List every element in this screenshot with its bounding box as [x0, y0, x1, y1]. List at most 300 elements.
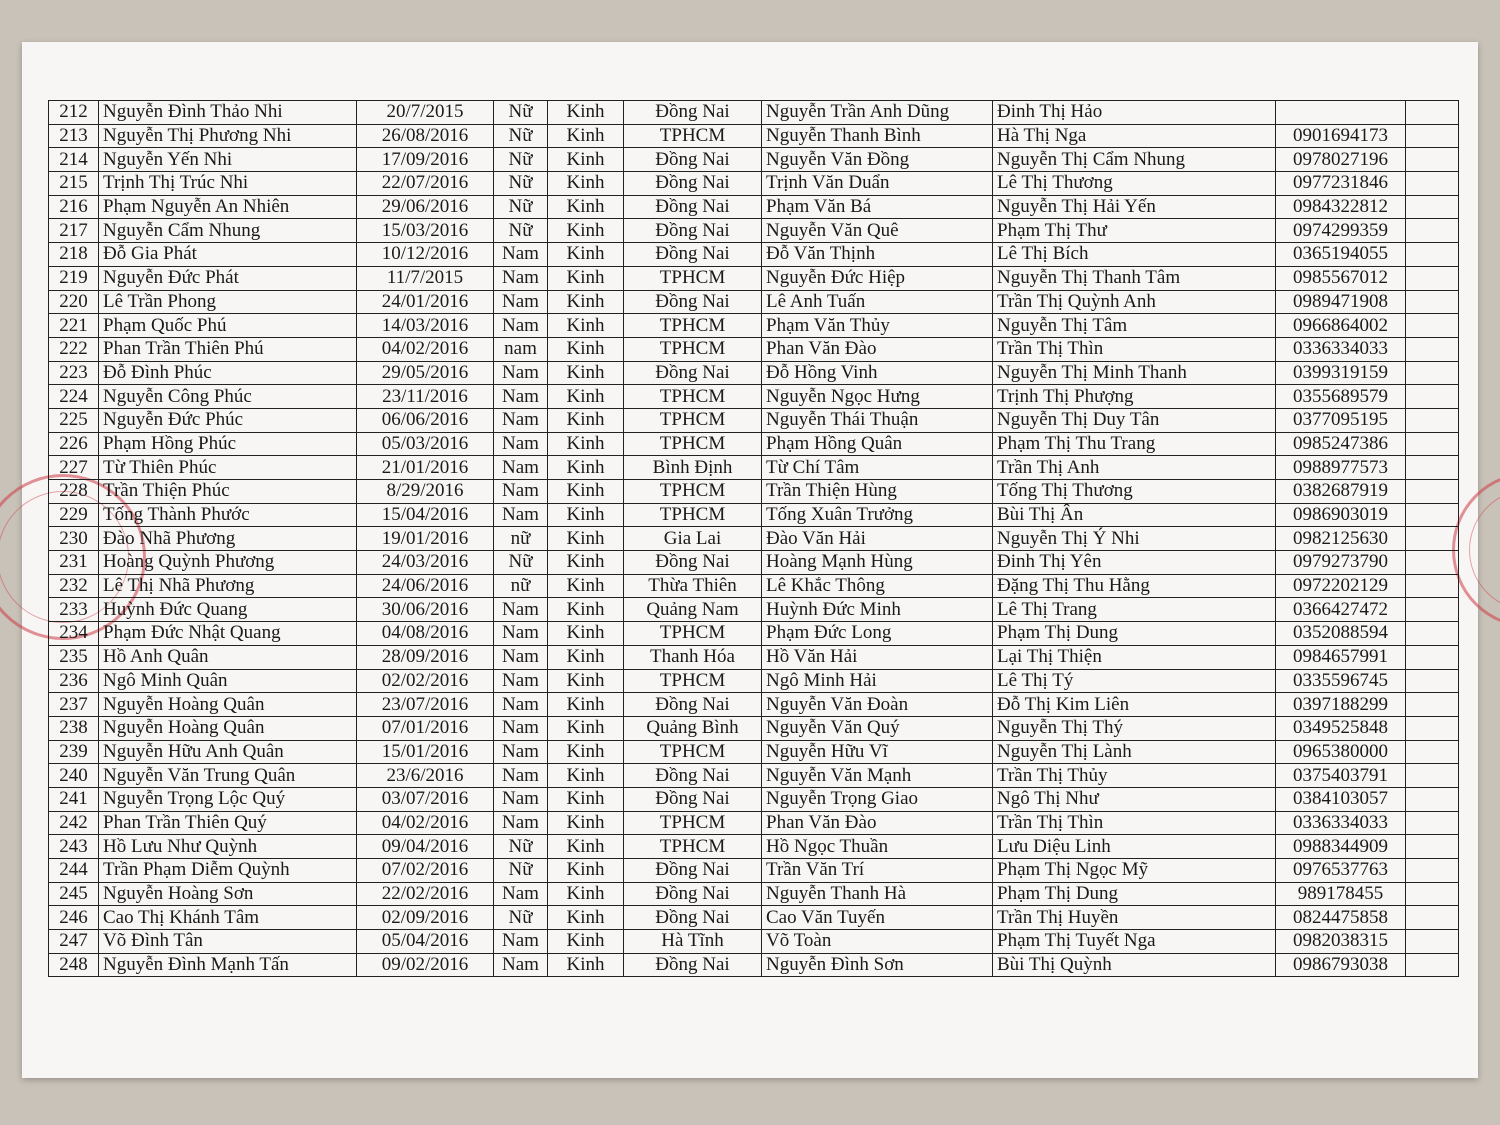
empty-cell [1406, 669, 1459, 693]
father-name-cell: Nguyễn Ngọc Hưng [762, 385, 993, 409]
birthplace-cell: TPHCM [624, 740, 762, 764]
birthplace-cell: TPHCM [624, 124, 762, 148]
phone-number-cell: 0377095195 [1276, 408, 1406, 432]
birth-date-cell: 15/03/2016 [357, 219, 494, 243]
birthplace-cell: Đồng Nai [624, 172, 762, 196]
row-number-cell: 245 [49, 882, 99, 906]
birthplace-cell: Đồng Nai [624, 906, 762, 930]
birthplace-cell: TPHCM [624, 385, 762, 409]
student-name-cell: Hồ Anh Quân [99, 645, 357, 669]
row-number-cell: 234 [49, 622, 99, 646]
phone-number-cell: 0984322812 [1276, 195, 1406, 219]
empty-cell [1406, 314, 1459, 338]
row-number-cell: 241 [49, 787, 99, 811]
mother-name-cell: Hà Thị Nga [993, 124, 1276, 148]
empty-cell [1406, 930, 1459, 954]
student-name-cell: Nguyễn Đình Mạnh Tấn [99, 953, 357, 977]
father-name-cell: Đào Văn Hải [762, 527, 993, 551]
student-name-cell: Nguyễn Hoàng Quân [99, 693, 357, 717]
mother-name-cell: Đinh Thị Yên [993, 551, 1276, 575]
mother-name-cell: Trần Thị Thìn [993, 337, 1276, 361]
ethnicity-cell: Kinh [548, 432, 624, 456]
ethnicity-cell: Kinh [548, 693, 624, 717]
student-name-cell: Nguyễn Hoàng Sơn [99, 882, 357, 906]
table-row [49, 930, 1459, 954]
student-name-cell: Lê Trần Phong [99, 290, 357, 314]
table-row [49, 337, 1459, 361]
father-name-cell: Nguyễn Văn Đồng [762, 148, 993, 172]
mother-name-cell: Trần Thị Thủy [993, 764, 1276, 788]
birth-date-cell: 30/06/2016 [357, 598, 494, 622]
phone-number-cell: 0384103057 [1276, 787, 1406, 811]
phone-number-cell: 0366427472 [1276, 598, 1406, 622]
birthplace-cell: Đồng Nai [624, 361, 762, 385]
table-row [49, 432, 1459, 456]
gender-cell: Nữ [494, 551, 548, 575]
father-name-cell: Hồ Văn Hải [762, 645, 993, 669]
row-number-cell: 214 [49, 148, 99, 172]
phone-number-cell: 0974299359 [1276, 219, 1406, 243]
ethnicity-cell: Kinh [548, 124, 624, 148]
table-row [49, 906, 1459, 930]
gender-cell: Nam [494, 882, 548, 906]
student-name-cell: Nguyễn Đức Phát [99, 266, 357, 290]
mother-name-cell: Lại Thị Thiện [993, 645, 1276, 669]
table-row [49, 551, 1459, 575]
gender-cell: Nam [494, 266, 548, 290]
birth-date-cell: 05/03/2016 [357, 432, 494, 456]
table-row [49, 361, 1459, 385]
mother-name-cell: Phạm Thị Dung [993, 622, 1276, 646]
birth-date-cell: 17/09/2016 [357, 148, 494, 172]
student-name-cell: Trịnh Thị Trúc Nhi [99, 172, 357, 196]
birth-date-cell: 05/04/2016 [357, 930, 494, 954]
phone-number-cell: 0976537763 [1276, 859, 1406, 883]
table-row [49, 598, 1459, 622]
student-name-cell: Đỗ Đình Phúc [99, 361, 357, 385]
student-name-cell: Lê Thị Nhã Phương [99, 574, 357, 598]
birthplace-cell: TPHCM [624, 266, 762, 290]
father-name-cell: Hoàng Mạnh Hùng [762, 551, 993, 575]
father-name-cell: Nguyễn Văn Quê [762, 219, 993, 243]
birthplace-cell: TPHCM [624, 503, 762, 527]
birthplace-cell: Đồng Nai [624, 101, 762, 125]
ethnicity-cell: Kinh [548, 574, 624, 598]
empty-cell [1406, 835, 1459, 859]
phone-number-cell: 0399319159 [1276, 361, 1406, 385]
birth-date-cell: 14/03/2016 [357, 314, 494, 338]
gender-cell: Nam [494, 669, 548, 693]
phone-number-cell: 0988344909 [1276, 835, 1406, 859]
birth-date-cell: 24/06/2016 [357, 574, 494, 598]
ethnicity-cell: Kinh [548, 385, 624, 409]
table-row [49, 266, 1459, 290]
gender-cell: Nam [494, 243, 548, 267]
row-number-cell: 247 [49, 930, 99, 954]
father-name-cell: Nguyễn Đức Hiệp [762, 266, 993, 290]
row-number-cell: 233 [49, 598, 99, 622]
birth-date-cell: 03/07/2016 [357, 787, 494, 811]
mother-name-cell: Nguyễn Thị Duy Tân [993, 408, 1276, 432]
ethnicity-cell: Kinh [548, 669, 624, 693]
gender-cell: Nữ [494, 195, 548, 219]
ethnicity-cell: Kinh [548, 503, 624, 527]
gender-cell: Nam [494, 740, 548, 764]
mother-name-cell: Phạm Thị Thu Trang [993, 432, 1276, 456]
gender-cell: Nam [494, 716, 548, 740]
student-name-cell: Huỳnh Đức Quang [99, 598, 357, 622]
row-number-cell: 215 [49, 172, 99, 196]
empty-cell [1406, 598, 1459, 622]
gender-cell: Nam [494, 953, 548, 977]
row-number-cell: 220 [49, 290, 99, 314]
birth-date-cell: 23/07/2016 [357, 693, 494, 717]
row-number-cell: 219 [49, 266, 99, 290]
mother-name-cell: Nguyễn Thị Ý Nhi [993, 527, 1276, 551]
phone-number-cell: 0982038315 [1276, 930, 1406, 954]
ethnicity-cell: Kinh [548, 148, 624, 172]
mother-name-cell: Nguyễn Thị Cẩm Nhung [993, 148, 1276, 172]
ethnicity-cell: Kinh [548, 266, 624, 290]
birthplace-cell: Đồng Nai [624, 243, 762, 267]
birthplace-cell: TPHCM [624, 669, 762, 693]
empty-cell [1406, 148, 1459, 172]
mother-name-cell: Nguyễn Thị Tâm [993, 314, 1276, 338]
empty-cell [1406, 574, 1459, 598]
birthplace-cell: Đồng Nai [624, 195, 762, 219]
gender-cell: Nữ [494, 172, 548, 196]
empty-cell [1406, 266, 1459, 290]
birth-date-cell: 23/11/2016 [357, 385, 494, 409]
birthplace-cell: TPHCM [624, 432, 762, 456]
student-name-cell: Đỗ Gia Phát [99, 243, 357, 267]
row-number-cell: 240 [49, 764, 99, 788]
student-name-cell: Từ Thiên Phúc [99, 456, 357, 480]
mother-name-cell: Lê Thị Bích [993, 243, 1276, 267]
birth-date-cell: 22/02/2016 [357, 882, 494, 906]
gender-cell: Nam [494, 598, 548, 622]
father-name-cell: Nguyễn Hữu Vĩ [762, 740, 993, 764]
empty-cell [1406, 385, 1459, 409]
empty-cell [1406, 432, 1459, 456]
birth-date-cell: 8/29/2016 [357, 480, 494, 504]
table-row [49, 764, 1459, 788]
row-number-cell: 228 [49, 480, 99, 504]
father-name-cell: Nguyễn Trần Anh Dũng [762, 101, 993, 125]
father-name-cell: Phạm Văn Thủy [762, 314, 993, 338]
red-seal-stamp-right [1452, 472, 1500, 628]
table-row [49, 669, 1459, 693]
birthplace-cell: Thanh Hóa [624, 645, 762, 669]
empty-cell [1406, 551, 1459, 575]
empty-cell [1406, 882, 1459, 906]
phone-number-cell: 0966864002 [1276, 314, 1406, 338]
father-name-cell: Nguyễn Văn Đoàn [762, 693, 993, 717]
student-name-cell: Nguyễn Cẩm Nhung [99, 219, 357, 243]
father-name-cell: Từ Chí Tâm [762, 456, 993, 480]
row-number-cell: 227 [49, 456, 99, 480]
birth-date-cell: 29/06/2016 [357, 195, 494, 219]
ethnicity-cell: Kinh [548, 906, 624, 930]
ethnicity-cell: Kinh [548, 645, 624, 669]
gender-cell: Nam [494, 385, 548, 409]
table-row [49, 314, 1459, 338]
phone-number-cell: 0988977573 [1276, 456, 1406, 480]
phone-number-cell: 989178455 [1276, 882, 1406, 906]
birthplace-cell: Đồng Nai [624, 764, 762, 788]
row-number-cell: 238 [49, 716, 99, 740]
birthplace-cell: Đồng Nai [624, 693, 762, 717]
mother-name-cell: Lê Thị Trang [993, 598, 1276, 622]
table-row [49, 693, 1459, 717]
father-name-cell: Nguyễn Thanh Bình [762, 124, 993, 148]
mother-name-cell: Trịnh Thị Phượng [993, 385, 1276, 409]
ethnicity-cell: Kinh [548, 361, 624, 385]
gender-cell: Nữ [494, 906, 548, 930]
father-name-cell: Tống Xuân Trưởng [762, 503, 993, 527]
table-row [49, 148, 1459, 172]
father-name-cell: Phạm Hồng Quân [762, 432, 993, 456]
row-number-cell: 248 [49, 953, 99, 977]
father-name-cell: Phạm Đức Long [762, 622, 993, 646]
birth-date-cell: 04/08/2016 [357, 622, 494, 646]
row-number-cell: 212 [49, 101, 99, 125]
student-name-cell: Trần Thiện Phúc [99, 480, 357, 504]
phone-number-cell: 0979273790 [1276, 551, 1406, 575]
ethnicity-cell: Kinh [548, 408, 624, 432]
phone-number-cell: 0965380000 [1276, 740, 1406, 764]
student-name-cell: Nguyễn Văn Trung Quân [99, 764, 357, 788]
ethnicity-cell: Kinh [548, 716, 624, 740]
empty-cell [1406, 456, 1459, 480]
mother-name-cell: Trần Thị Anh [993, 456, 1276, 480]
table-row [49, 503, 1459, 527]
mother-name-cell: Ngô Thị Như [993, 787, 1276, 811]
mother-name-cell: Phạm Thị Ngọc Mỹ [993, 859, 1276, 883]
mother-name-cell: Đỗ Thị Kim Liên [993, 693, 1276, 717]
phone-number-cell: 0375403791 [1276, 764, 1406, 788]
row-number-cell: 222 [49, 337, 99, 361]
table-row [49, 480, 1459, 504]
table-row [49, 243, 1459, 267]
row-number-cell: 244 [49, 859, 99, 883]
gender-cell: nam [494, 337, 548, 361]
ethnicity-cell: Kinh [548, 859, 624, 883]
mother-name-cell: Nguyễn Thị Thanh Tâm [993, 266, 1276, 290]
gender-cell: Nữ [494, 859, 548, 883]
phone-number-cell: 0972202129 [1276, 574, 1406, 598]
phone-number-cell [1276, 101, 1406, 125]
row-number-cell: 229 [49, 503, 99, 527]
birthplace-cell: TPHCM [624, 314, 762, 338]
student-name-cell: Nguyễn Đức Phúc [99, 408, 357, 432]
father-name-cell: Trịnh Văn Duẩn [762, 172, 993, 196]
ethnicity-cell: Kinh [548, 314, 624, 338]
phone-number-cell: 0986793038 [1276, 953, 1406, 977]
father-name-cell: Nguyễn Văn Mạnh [762, 764, 993, 788]
gender-cell: Nam [494, 480, 548, 504]
father-name-cell: Trần Văn Trí [762, 859, 993, 883]
ethnicity-cell: Kinh [548, 787, 624, 811]
ethnicity-cell: Kinh [548, 290, 624, 314]
ethnicity-cell: Kinh [548, 243, 624, 267]
row-number-cell: 217 [49, 219, 99, 243]
father-name-cell: Đỗ Hồng Vinh [762, 361, 993, 385]
phone-number-cell: 0978027196 [1276, 148, 1406, 172]
gender-cell: Nữ [494, 101, 548, 125]
mother-name-cell: Phạm Thị Dung [993, 882, 1276, 906]
table-row [49, 835, 1459, 859]
row-number-cell: 232 [49, 574, 99, 598]
birth-date-cell: 26/08/2016 [357, 124, 494, 148]
ethnicity-cell: Kinh [548, 527, 624, 551]
empty-cell [1406, 337, 1459, 361]
row-number-cell: 226 [49, 432, 99, 456]
birth-date-cell: 15/04/2016 [357, 503, 494, 527]
phone-number-cell: 0901694173 [1276, 124, 1406, 148]
birthplace-cell: Đồng Nai [624, 290, 762, 314]
father-name-cell: Phan Văn Đào [762, 811, 993, 835]
birthplace-cell: Hà Tĩnh [624, 930, 762, 954]
ethnicity-cell: Kinh [548, 219, 624, 243]
gender-cell: Nam [494, 314, 548, 338]
birth-date-cell: 02/09/2016 [357, 906, 494, 930]
mother-name-cell: Lê Thị Tý [993, 669, 1276, 693]
table-row [49, 456, 1459, 480]
birthplace-cell: Đồng Nai [624, 148, 762, 172]
father-name-cell: Nguyễn Thái Thuận [762, 408, 993, 432]
mother-name-cell: Trần Thị Quỳnh Anh [993, 290, 1276, 314]
student-name-cell: Nguyễn Yến Nhi [99, 148, 357, 172]
empty-cell [1406, 693, 1459, 717]
birthplace-cell: Đồng Nai [624, 859, 762, 883]
birthplace-cell: TPHCM [624, 835, 762, 859]
table-row [49, 574, 1459, 598]
birth-date-cell: 09/04/2016 [357, 835, 494, 859]
table-row [49, 195, 1459, 219]
birth-date-cell: 24/01/2016 [357, 290, 494, 314]
birth-date-cell: 09/02/2016 [357, 953, 494, 977]
mother-name-cell: Tống Thị Thương [993, 480, 1276, 504]
gender-cell: Nam [494, 930, 548, 954]
student-name-cell: Phạm Hồng Phúc [99, 432, 357, 456]
table-row [49, 172, 1459, 196]
mother-name-cell: Nguyễn Thị Lành [993, 740, 1276, 764]
table-row [49, 290, 1459, 314]
table-row [49, 740, 1459, 764]
mother-name-cell: Đinh Thị Hảo [993, 101, 1276, 125]
birth-date-cell: 28/09/2016 [357, 645, 494, 669]
empty-cell [1406, 764, 1459, 788]
row-number-cell: 235 [49, 645, 99, 669]
mother-name-cell: Phạm Thị Tuyết Nga [993, 930, 1276, 954]
gender-cell: Nữ [494, 148, 548, 172]
phone-number-cell: 0982125630 [1276, 527, 1406, 551]
gender-cell: Nam [494, 408, 548, 432]
mother-name-cell: Nguyễn Thị Hải Yến [993, 195, 1276, 219]
empty-cell [1406, 290, 1459, 314]
empty-cell [1406, 527, 1459, 551]
mother-name-cell: Trần Thị Huyền [993, 906, 1276, 930]
birthplace-cell: Quảng Bình [624, 716, 762, 740]
father-name-cell: Trần Thiện Hùng [762, 480, 993, 504]
ethnicity-cell: Kinh [548, 953, 624, 977]
mother-name-cell: Nguyễn Thị Thý [993, 716, 1276, 740]
row-number-cell: 237 [49, 693, 99, 717]
birthplace-cell: TPHCM [624, 337, 762, 361]
student-name-cell: Phan Trần Thiên Quý [99, 811, 357, 835]
phone-number-cell: 0336334033 [1276, 811, 1406, 835]
ethnicity-cell: Kinh [548, 882, 624, 906]
birthplace-cell: TPHCM [624, 811, 762, 835]
birth-date-cell: 04/02/2016 [357, 337, 494, 361]
student-name-cell: Phạm Quốc Phú [99, 314, 357, 338]
phone-number-cell: 0986903019 [1276, 503, 1406, 527]
ethnicity-cell: Kinh [548, 622, 624, 646]
gender-cell: Nam [494, 764, 548, 788]
phone-number-cell: 0336334033 [1276, 337, 1406, 361]
birthplace-cell: Thừa Thiên [624, 574, 762, 598]
phone-number-cell: 0335596745 [1276, 669, 1406, 693]
table-row [49, 645, 1459, 669]
empty-cell [1406, 716, 1459, 740]
ethnicity-cell: Kinh [548, 930, 624, 954]
birth-date-cell: 06/06/2016 [357, 408, 494, 432]
student-name-cell: Đào Nhã Phương [99, 527, 357, 551]
birth-date-cell: 29/05/2016 [357, 361, 494, 385]
father-name-cell: Nguyễn Văn Quý [762, 716, 993, 740]
father-name-cell: Nguyễn Thanh Hà [762, 882, 993, 906]
father-name-cell: Hồ Ngọc Thuần [762, 835, 993, 859]
father-name-cell: Võ Toàn [762, 930, 993, 954]
empty-cell [1406, 219, 1459, 243]
row-number-cell: 243 [49, 835, 99, 859]
birth-date-cell: 11/7/2015 [357, 266, 494, 290]
birth-date-cell: 19/01/2016 [357, 527, 494, 551]
empty-cell [1406, 811, 1459, 835]
ethnicity-cell: Kinh [548, 456, 624, 480]
phone-number-cell: 0824475858 [1276, 906, 1406, 930]
row-number-cell: 230 [49, 527, 99, 551]
table-row [49, 527, 1459, 551]
student-name-cell: Phạm Đức Nhật Quang [99, 622, 357, 646]
father-name-cell: Ngô Minh Hải [762, 669, 993, 693]
birthplace-cell: Đồng Nai [624, 219, 762, 243]
student-name-cell: Nguyễn Hoàng Quân [99, 716, 357, 740]
birth-date-cell: 07/02/2016 [357, 859, 494, 883]
row-number-cell: 242 [49, 811, 99, 835]
birth-date-cell: 23/6/2016 [357, 764, 494, 788]
ethnicity-cell: Kinh [548, 551, 624, 575]
table-row [49, 385, 1459, 409]
row-number-cell: 231 [49, 551, 99, 575]
empty-cell [1406, 859, 1459, 883]
empty-cell [1406, 645, 1459, 669]
row-number-cell: 239 [49, 740, 99, 764]
birth-date-cell: 02/02/2016 [357, 669, 494, 693]
table-row [49, 787, 1459, 811]
student-name-cell: Nguyễn Công Phúc [99, 385, 357, 409]
table-row [49, 101, 1459, 125]
phone-number-cell: 0977231846 [1276, 172, 1406, 196]
phone-number-cell: 0352088594 [1276, 622, 1406, 646]
table-row [49, 716, 1459, 740]
empty-cell [1406, 243, 1459, 267]
row-number-cell: 236 [49, 669, 99, 693]
gender-cell: Nam [494, 456, 548, 480]
ethnicity-cell: Kinh [548, 740, 624, 764]
gender-cell: Nam [494, 290, 548, 314]
